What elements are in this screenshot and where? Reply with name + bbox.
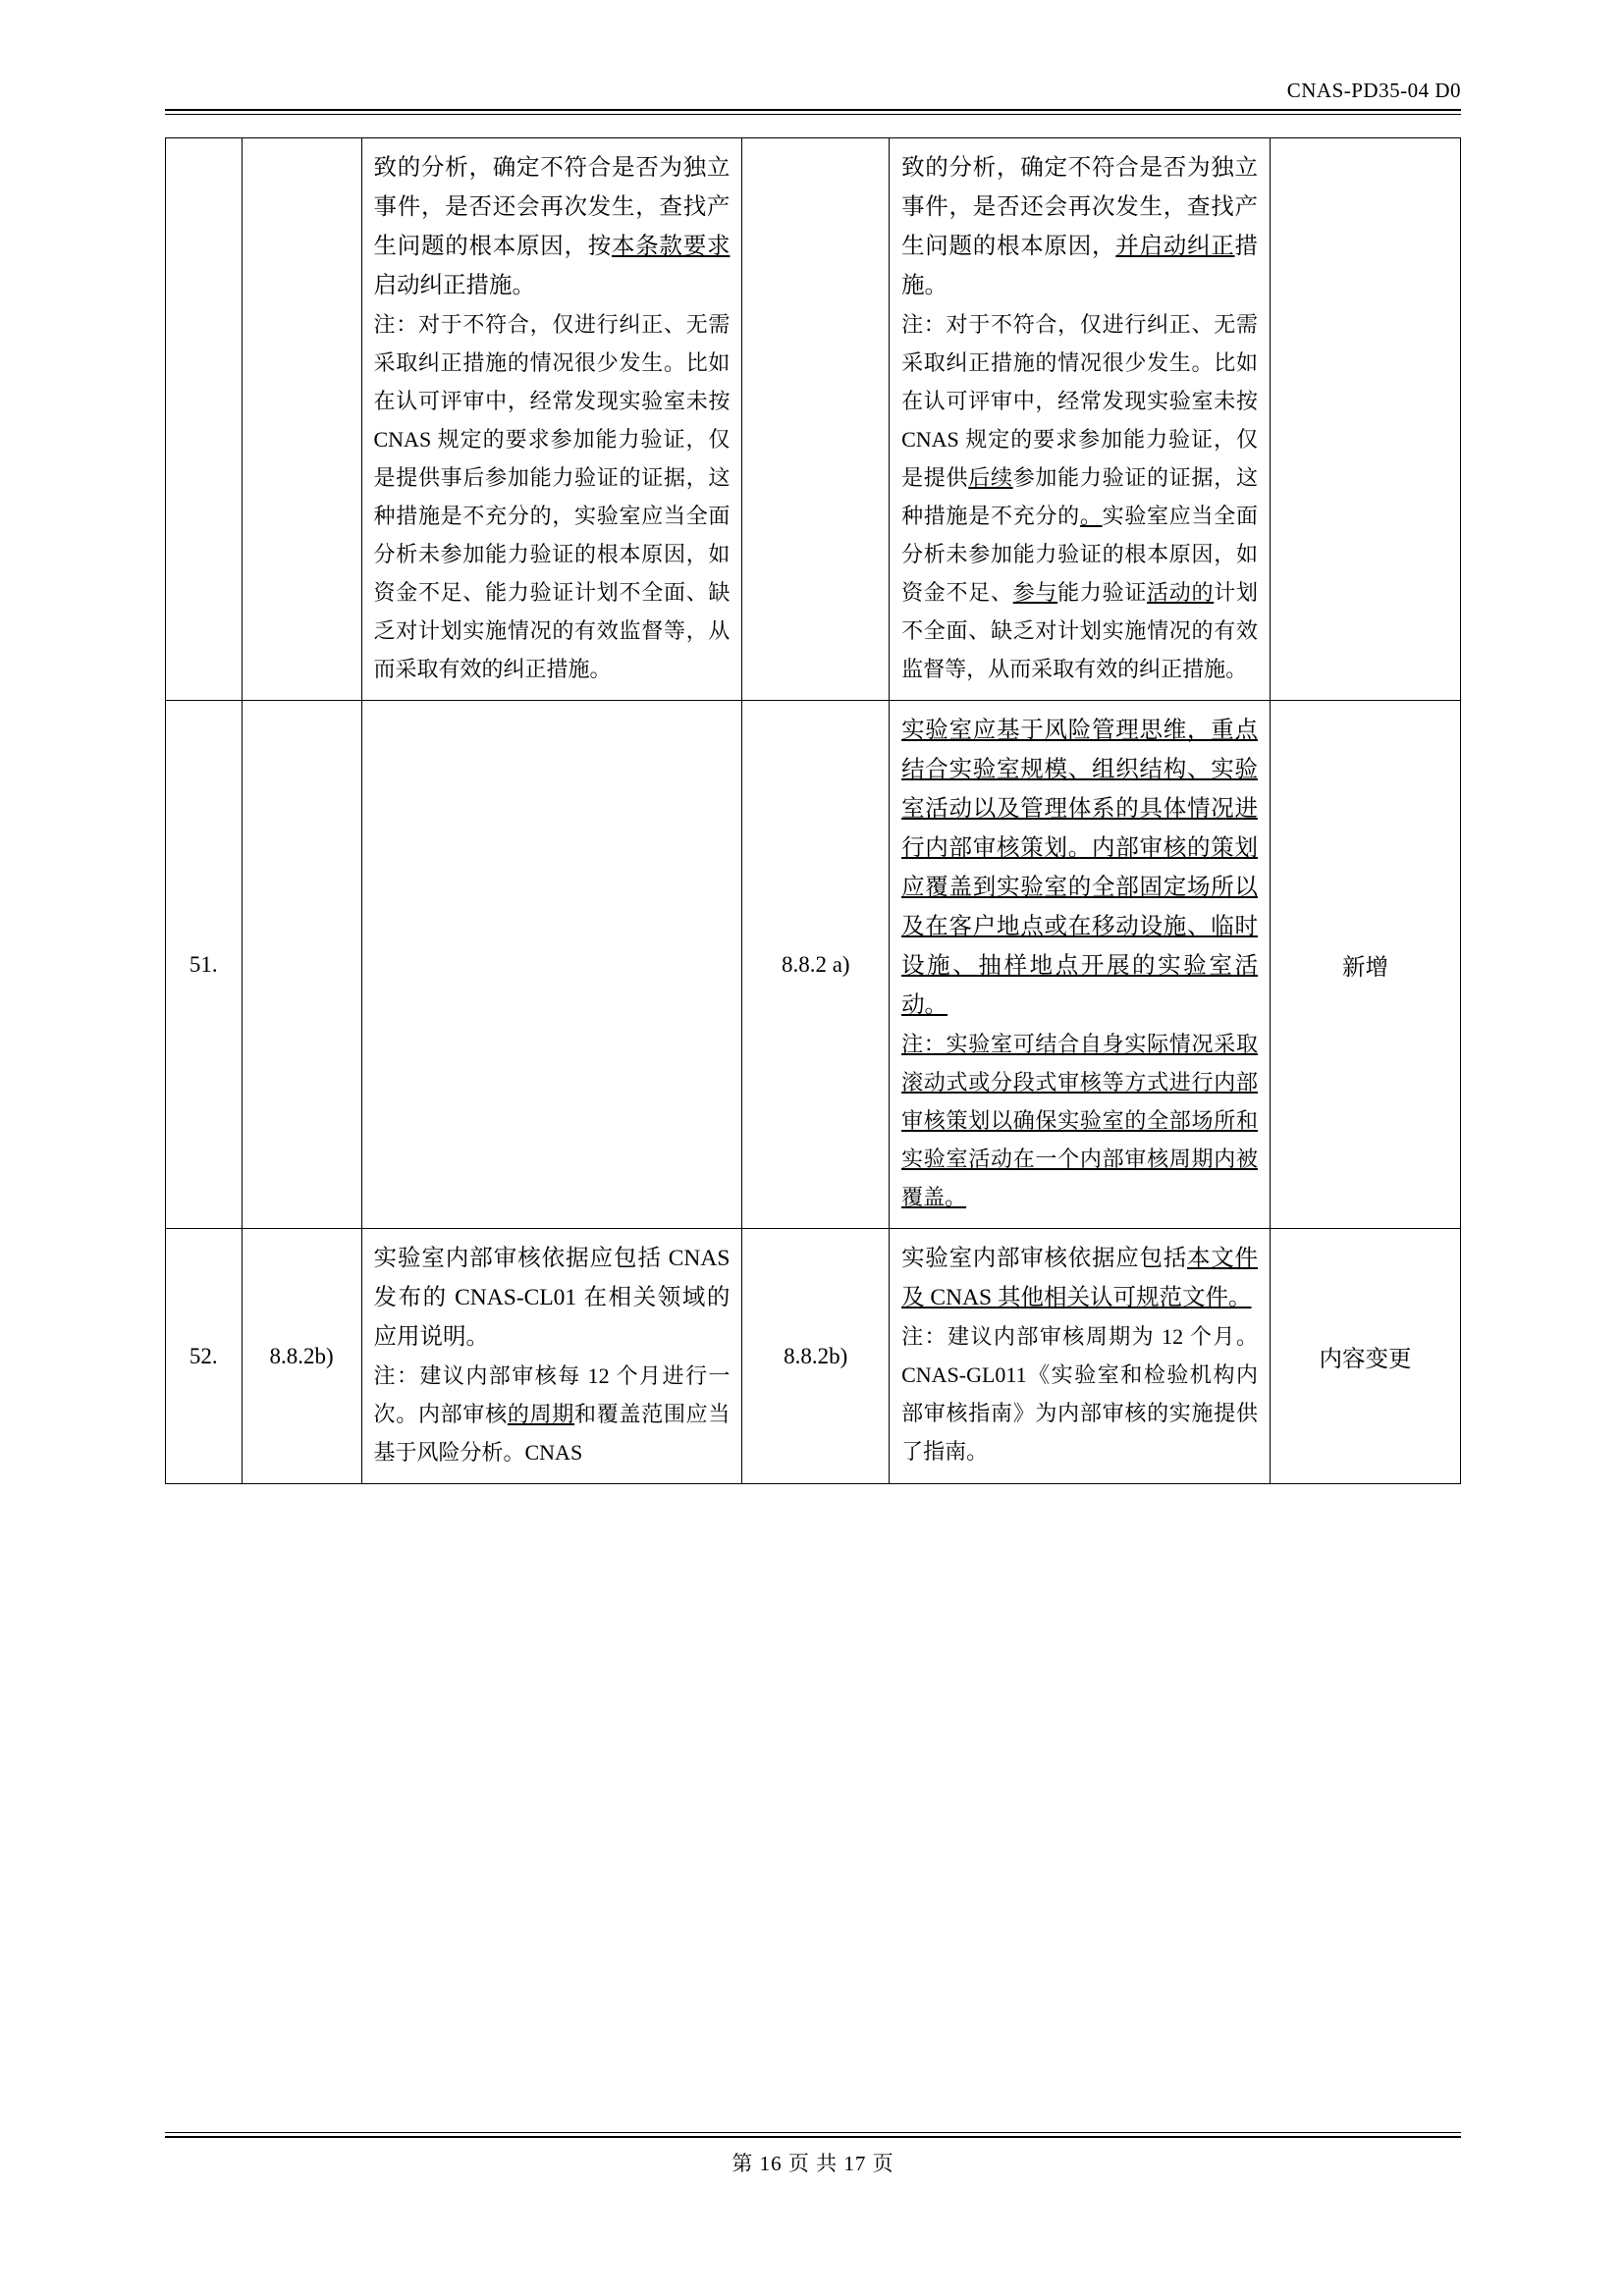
row-number: 51.	[189, 951, 218, 977]
table-row	[166, 1229, 1461, 1484]
old-clause-cell	[242, 701, 361, 1229]
new-text-paragraph: 实验室内部审核依据应包括本文件及 CNAS 其他相关认可规范文件。	[901, 1246, 1259, 1310]
page-footer	[165, 2132, 1461, 2177]
old-clause-cell	[242, 138, 361, 701]
new-text-note: 注：实验室可结合自身实际情况采取滚动式或分段式审核等方式进行内部审核策划以确保实验室的全部场所和实验室活动在一个内部审核周期内被覆盖。	[901, 1032, 1258, 1209]
old-text-body	[362, 1229, 742, 1483]
new-text-cell	[890, 1229, 1271, 1484]
change-type	[1271, 408, 1460, 430]
row-number-cell	[166, 138, 243, 701]
header-divider	[165, 109, 1461, 115]
new-text-note: 注：对于不符合，仅进行纠正、无需采取纠正措施的情况很少发生。比如在认可评审中，经常发现实验室未按 CNAS 规定的要求参加能力验证，仅是提供后续参加能力验证的证据，这种措施是不充分的。实验室应当全面分析未参加能力验证的根本原因，如资金不足、参与能力验证活动的计划不全面、缺乏对计划实施情况的有效监督等，从而采取有效的纠正措施。	[901, 312, 1258, 681]
old-text-paragraph: 致的分析，确定不符合是否为独立事件，是否还会再次发生，查找产生问题的根本原因，按本条款要求启动纠正措施。	[373, 155, 731, 298]
new-clause-cell	[742, 138, 890, 701]
old-clause-cell	[242, 1229, 361, 1484]
new-clause-ref: 8.8.2b)	[784, 1343, 848, 1368]
new-text-note: 注：建议内部审核周期为 12 个月。CNAS-GL011《实验室和检验机构内部审核指南》为内部审核的实施提供了指南。	[901, 1324, 1258, 1464]
table-body	[166, 138, 1461, 1484]
old-text-note: 注：对于不符合，仅进行纠正、无需采取纠正措施的情况很少发生。比如在认可评审中，经常发现实验室未按 CNAS 规定的要求参加能力验证，仅是提供事后参加能力验证的证据，这种措施是不充分的，实验室应当全面分析未参加能力验证的根本原因，如资金不足、能力验证计划不全面、缺乏对计划实施情况的有效监督等，从而采取有效的纠正措施。	[373, 312, 731, 681]
old-text-note: 注：建议内部审核每 12 个月进行一次。内部审核的周期和覆盖范围应当基于风险分析。CNAS	[373, 1363, 731, 1465]
page-number: 第 16 页 共 17 页	[731, 2152, 894, 2175]
old-text-cell	[361, 138, 742, 701]
new-text-paragraph: 致的分析，确定不符合是否为独立事件，是否还会再次发生，查找产生问题的根本原因，并启动纠正措施。	[901, 155, 1259, 298]
new-text-body	[890, 138, 1270, 700]
old-text-paragraph: 实验室内部审核依据应包括 CNAS 发布的 CNAS-CL01 在相关领域的应用说明。	[373, 1246, 731, 1350]
new-text-body	[890, 1229, 1270, 1482]
new-text-cell	[890, 138, 1271, 701]
new-clause-ref	[742, 408, 889, 430]
old-text-cell	[361, 701, 742, 1229]
row-number-cell	[166, 701, 243, 1229]
new-text-paragraph: 实验室应基于风险管理思维，重点结合实验室规模、组织结构、实验室活动以及管理体系的具体情况进行内部审核策划。内部审核的策划应覆盖到实验室的全部固定场所以及在客户地点或在移动设施、临时设施、抽样地点开展的实验室活动。	[901, 718, 1258, 1018]
document-code: CNAS-PD35-04 D0	[1286, 79, 1461, 102]
old-text-body	[362, 701, 742, 722]
old-clause-ref: 8.8.2b)	[269, 1343, 334, 1368]
new-text-body	[890, 701, 1270, 1228]
old-text-cell	[361, 1229, 742, 1484]
change-type-cell	[1271, 1229, 1461, 1484]
new-text-cell	[890, 701, 1271, 1229]
new-clause-ref: 8.8.2 a)	[781, 951, 850, 977]
change-type-cell	[1271, 138, 1461, 701]
row-number	[166, 408, 242, 430]
table-row	[166, 138, 1461, 701]
row-number-cell	[166, 1229, 243, 1484]
new-clause-cell	[742, 1229, 890, 1484]
row-number: 52.	[189, 1343, 218, 1368]
comparison-table	[165, 137, 1461, 1484]
table-row	[166, 701, 1461, 1229]
new-clause-cell	[742, 701, 890, 1229]
old-text-body	[362, 138, 742, 700]
change-type-cell	[1271, 701, 1461, 1229]
page-header	[165, 79, 1461, 115]
change-type: 新增	[1342, 954, 1388, 981]
old-clause-ref	[243, 408, 361, 430]
change-type: 内容变更	[1319, 1346, 1412, 1372]
